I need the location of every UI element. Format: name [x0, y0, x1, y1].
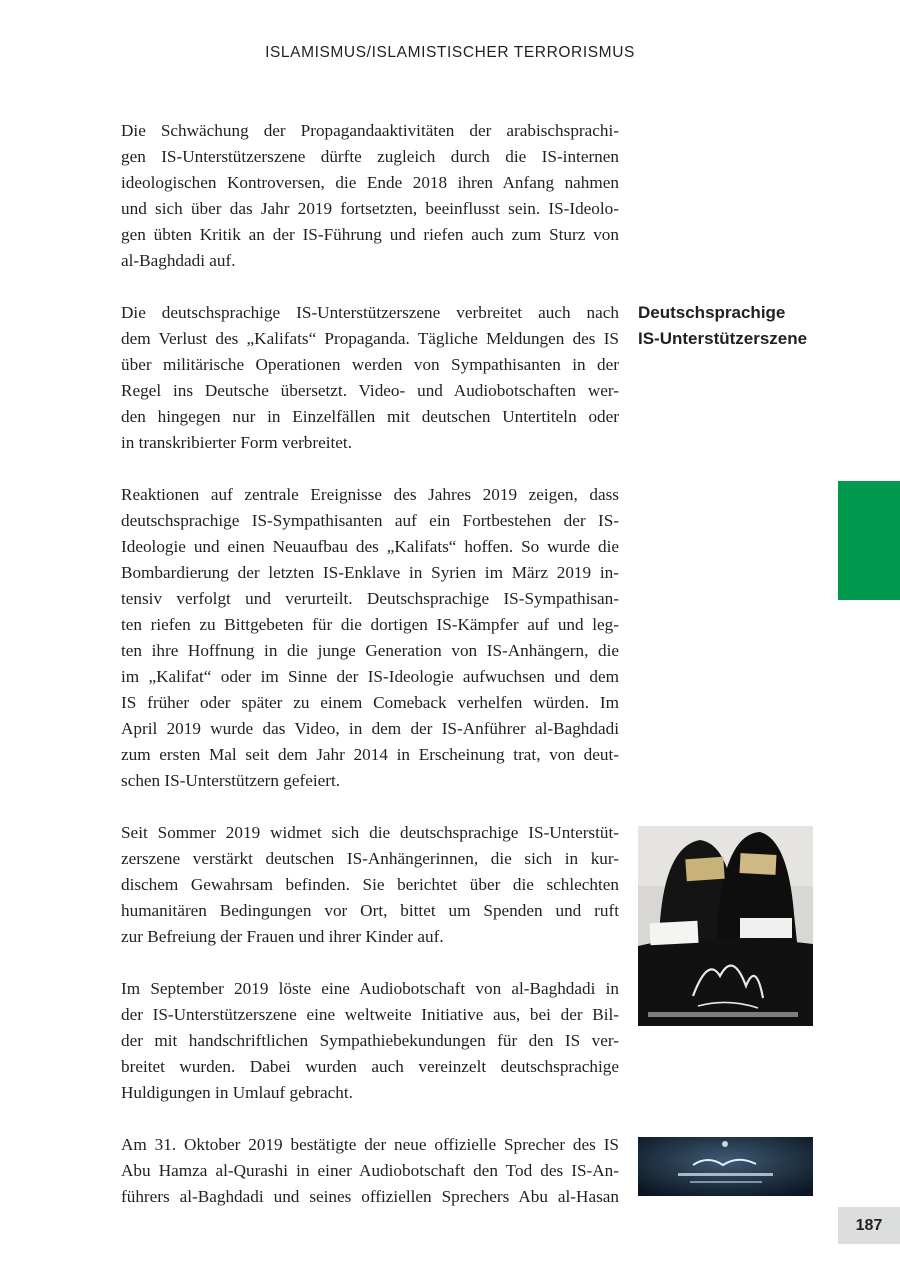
text-line: al-Baghdadi auf. — [121, 251, 236, 270]
photo-illustration — [638, 826, 813, 1026]
body-paragraph-3 — [121, 482, 619, 794]
body-paragraph-6 — [121, 1132, 619, 1210]
text-line: gen IS-Unterstützerszene dürfte zugleich durch die IS-internen — [121, 147, 619, 166]
text-line: ten ihre Hoffnung in die junge Generation von IS-Anhängern, die — [121, 641, 619, 660]
text-line: führers al-Baghdadi und seines offiziellen Sprechers Abu al-Hasan — [121, 1187, 619, 1206]
text-line: zum ersten Mal seit dem Jahr 2014 in Erscheinung trat, von deut- — [121, 745, 619, 764]
text-line: dem Verlust des „Kalifats“ Propaganda. Tägliche Meldungen des IS — [121, 329, 619, 348]
text-line: Huldigungen in Umlauf gebracht. — [121, 1083, 353, 1102]
body-paragraph-2 — [121, 300, 619, 456]
text-line: Abu Hamza al-Qurashi in einer Audiobotschaft den Tod des IS-An- — [121, 1161, 619, 1180]
banner-illustration — [638, 1137, 813, 1196]
text-line: der IS-Unterstützerszene eine weltweite Initiative aus, bei der Bil- — [121, 1005, 619, 1024]
text-line: Die deutschsprachige IS-Unterstützerszene verbreitet auch nach — [121, 303, 619, 322]
text-line: Seit Sommer 2019 widmet sich die deutschsprachige IS-Unterstüt- — [121, 823, 619, 842]
text-line: Die Schwächung der Propagandaaktivitäten der arabischsprachi- — [121, 121, 619, 140]
text-line: über militärische Operationen werden von Sympathisanten in der — [121, 355, 619, 374]
text-line: im „Kalifat“ oder im Sinne der IS-Ideologie aufwuchsen und dem — [121, 667, 619, 686]
body-paragraph-1 — [121, 118, 619, 274]
text-line: Regel ins Deutsche übersetzt. Video- und Audiobotschaften wer- — [121, 381, 619, 400]
text-line: Am 31. Oktober 2019 bestätigte der neue offizielle Sprecher des IS — [121, 1135, 619, 1154]
text-line: IS früher oder später zu einem Comeback verhelfen würden. Im — [121, 693, 619, 712]
text-line: Im September 2019 löste eine Audiobotschaft von al-Baghdadi in — [121, 979, 619, 998]
text-line: in transkribierter Form verbreitet. — [121, 433, 352, 452]
section-side-heading — [638, 300, 838, 352]
page-number: 187 — [838, 1207, 900, 1244]
section-color-tab — [838, 481, 900, 600]
text-line: deutschsprachige IS-Sympathisanten auf ein Fortbestehen der IS- — [121, 511, 619, 530]
text-line: der mit handschriftlichen Sympathiebekundungen für den IS ver- — [121, 1031, 619, 1050]
text-line: und sich über das Jahr 2019 fortsetzten, beeinflusst sein. IS-Ideolo- — [121, 199, 619, 218]
text-line: Reaktionen auf zentrale Ereignisse des Jahres 2019 zeigen, dass — [121, 485, 619, 504]
text-line: den hingegen nur in Einzelfällen mit deutschen Untertiteln oder — [121, 407, 619, 426]
photo-veiled-women — [638, 826, 813, 1026]
text-line: April 2019 wurde das Video, in dem der IS-Anführer al-Baghdadi — [121, 719, 619, 738]
text-line: ten riefen zu Bittgebeten für die dortigen IS-Kämpfer auf und leg- — [121, 615, 619, 634]
text-line: zerszene verstärkt deutschen IS-Anhängerinnen, die sich in kur- — [121, 849, 619, 868]
banner-image — [638, 1137, 813, 1196]
text-line: Ideologie und einen Neuaufbau des „Kalifats“ hoffen. So wurde die — [121, 537, 619, 556]
body-paragraph-4 — [121, 820, 619, 950]
side-heading-line: IS-Unterstützerszene — [638, 329, 808, 348]
text-line: breitet wurden. Dabei wurden auch vereinzelt deutschsprachige — [121, 1057, 619, 1076]
text-line: humanitären Bedingungen vor Ort, bittet um Spenden und ruft — [121, 901, 619, 920]
text-line: tensiv verfolgt und verurteilt. Deutschsprachige IS-Sympathisan- — [121, 589, 619, 608]
running-header: ISLAMISMUS/ISLAMISTISCHER TERRORISMUS — [265, 44, 635, 61]
body-paragraph-5 — [121, 976, 619, 1106]
text-line: zur Befreiung der Frauen und ihrer Kinder auf. — [121, 927, 444, 946]
text-line: gen übten Kritik an der IS-Führung und riefen auch zum Sturz von — [121, 225, 619, 244]
text-line: ideologischen Kontroversen, die Ende 2018 ihren Anfang nahmen — [121, 173, 619, 192]
side-heading-line: Deutschsprachige — [638, 303, 786, 322]
text-line: schen IS-Unterstützern gefeiert. — [121, 771, 341, 790]
text-line: dischem Gewahrsam befinden. Sie berichtet über die schlechten — [121, 875, 619, 894]
text-line: Bombardierung der letzten IS-Enklave in Syrien im März 2019 in- — [121, 563, 619, 582]
